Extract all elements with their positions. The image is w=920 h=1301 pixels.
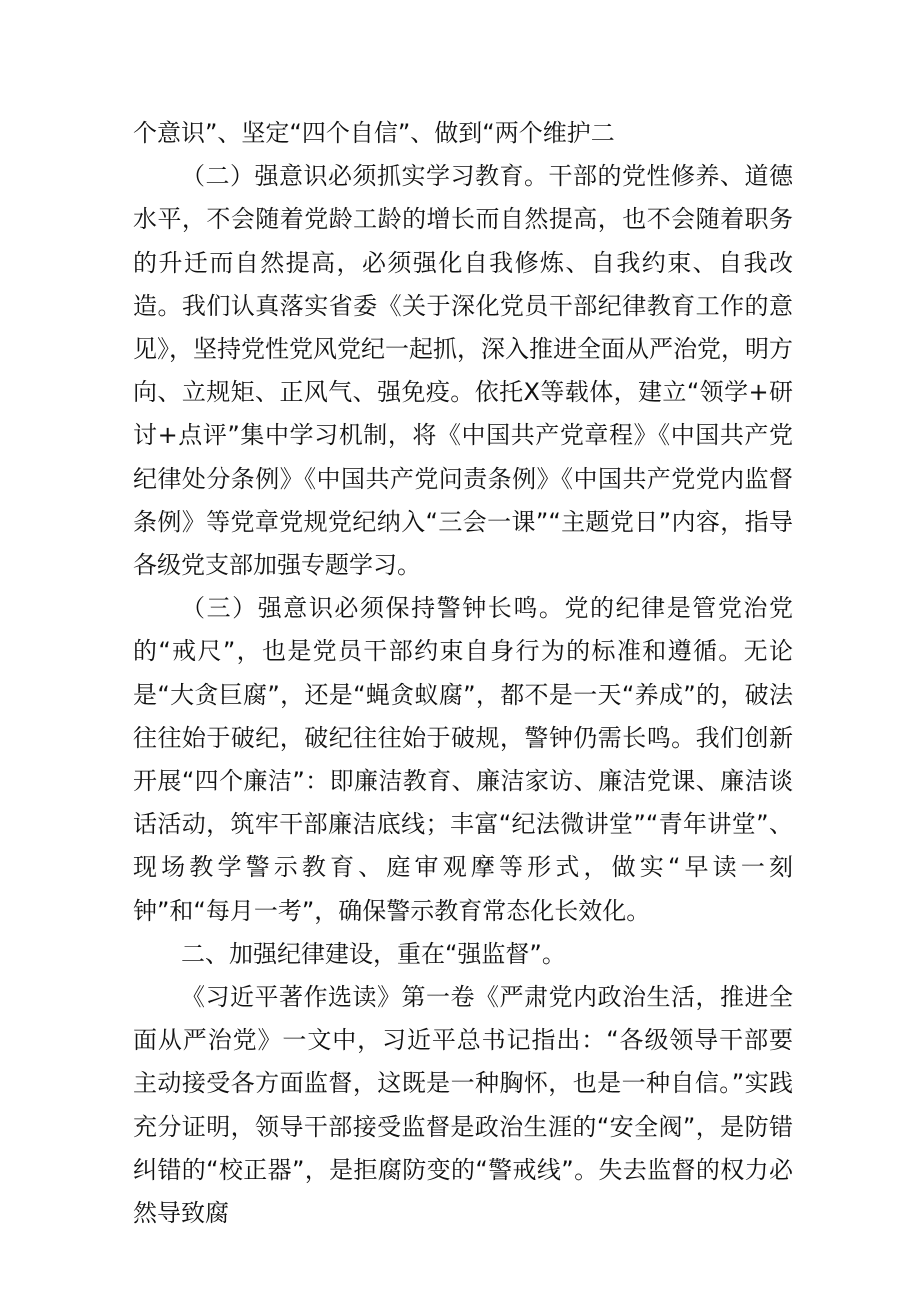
section-heading-2: 二、加强纪律建设，重在“强监督”。 bbox=[181, 939, 566, 968]
paragraph-4: 《习近平著作选读》第一卷《严肃党内政治生活，推进全面从严治党》一文中，习近平总书记指出：“各级领导干部要主动接受各方面监督，这既是一种胸怀，也是一种自信。”实践充分证明，领导干部接受监督是政治生涯的“安全阀”，是防错纠错的“校正器”，是拒腐防变的“警戒线”。失去监督的权力必然导致腐 bbox=[133, 983, 793, 1228]
paragraph-2: （二）强意识必须抓实学习教育。干部的党性修养、道德水平，不会随着党龄工龄的增长而自然提高，也不会随着职务的升迁而自然提高，必须强化自我修炼、自我约束、自我改造。我们认真落实省委《关于深化党员干部纪律教育工作的意见》，坚持党性党风党纪一起抓，深入推进全面从严治党，明方向、立规矩、正风气、强免疫。依托X等载体，建立“领学+研讨+点评”集中学习机制，将《中国共产党章程》《中国共产党纪律处分条例》《中国共产党问责条例》《中国共产党党内监督条例》等党章党规党纪纳入“三会一课”“主题党日”内容，指导各级党支部加强专题学习。 bbox=[133, 162, 793, 580]
document-body bbox=[133, 112, 793, 1235]
paragraph-3: （三）强意识必须保持警钟长鸣。党的纪律是管党治党的“戒尺”，也是党员干部约束自身行为的标准和遵循。无论是“大贪巨腐”，还是“蝇贪蚁腐”，都不是一天“养成”的，破法往往始于破纪，破纪往往始于破规，警钟仍需长鸣。我们创新开展“四个廉洁”：即廉洁教育、廉洁家访、廉洁党课、廉洁谈话活动，筑牢干部廉洁底线；丰富“纪法微讲堂”“青年讲堂”、现场教学警示教育、庭审观摩等形式，做实“早读一刻钟”和“每月一考”，确保警示教育常态化长效化。 bbox=[133, 594, 793, 925]
paragraph-1: 个意识”、坚定“四个自信”、做到“两个维护二 bbox=[133, 119, 615, 147]
